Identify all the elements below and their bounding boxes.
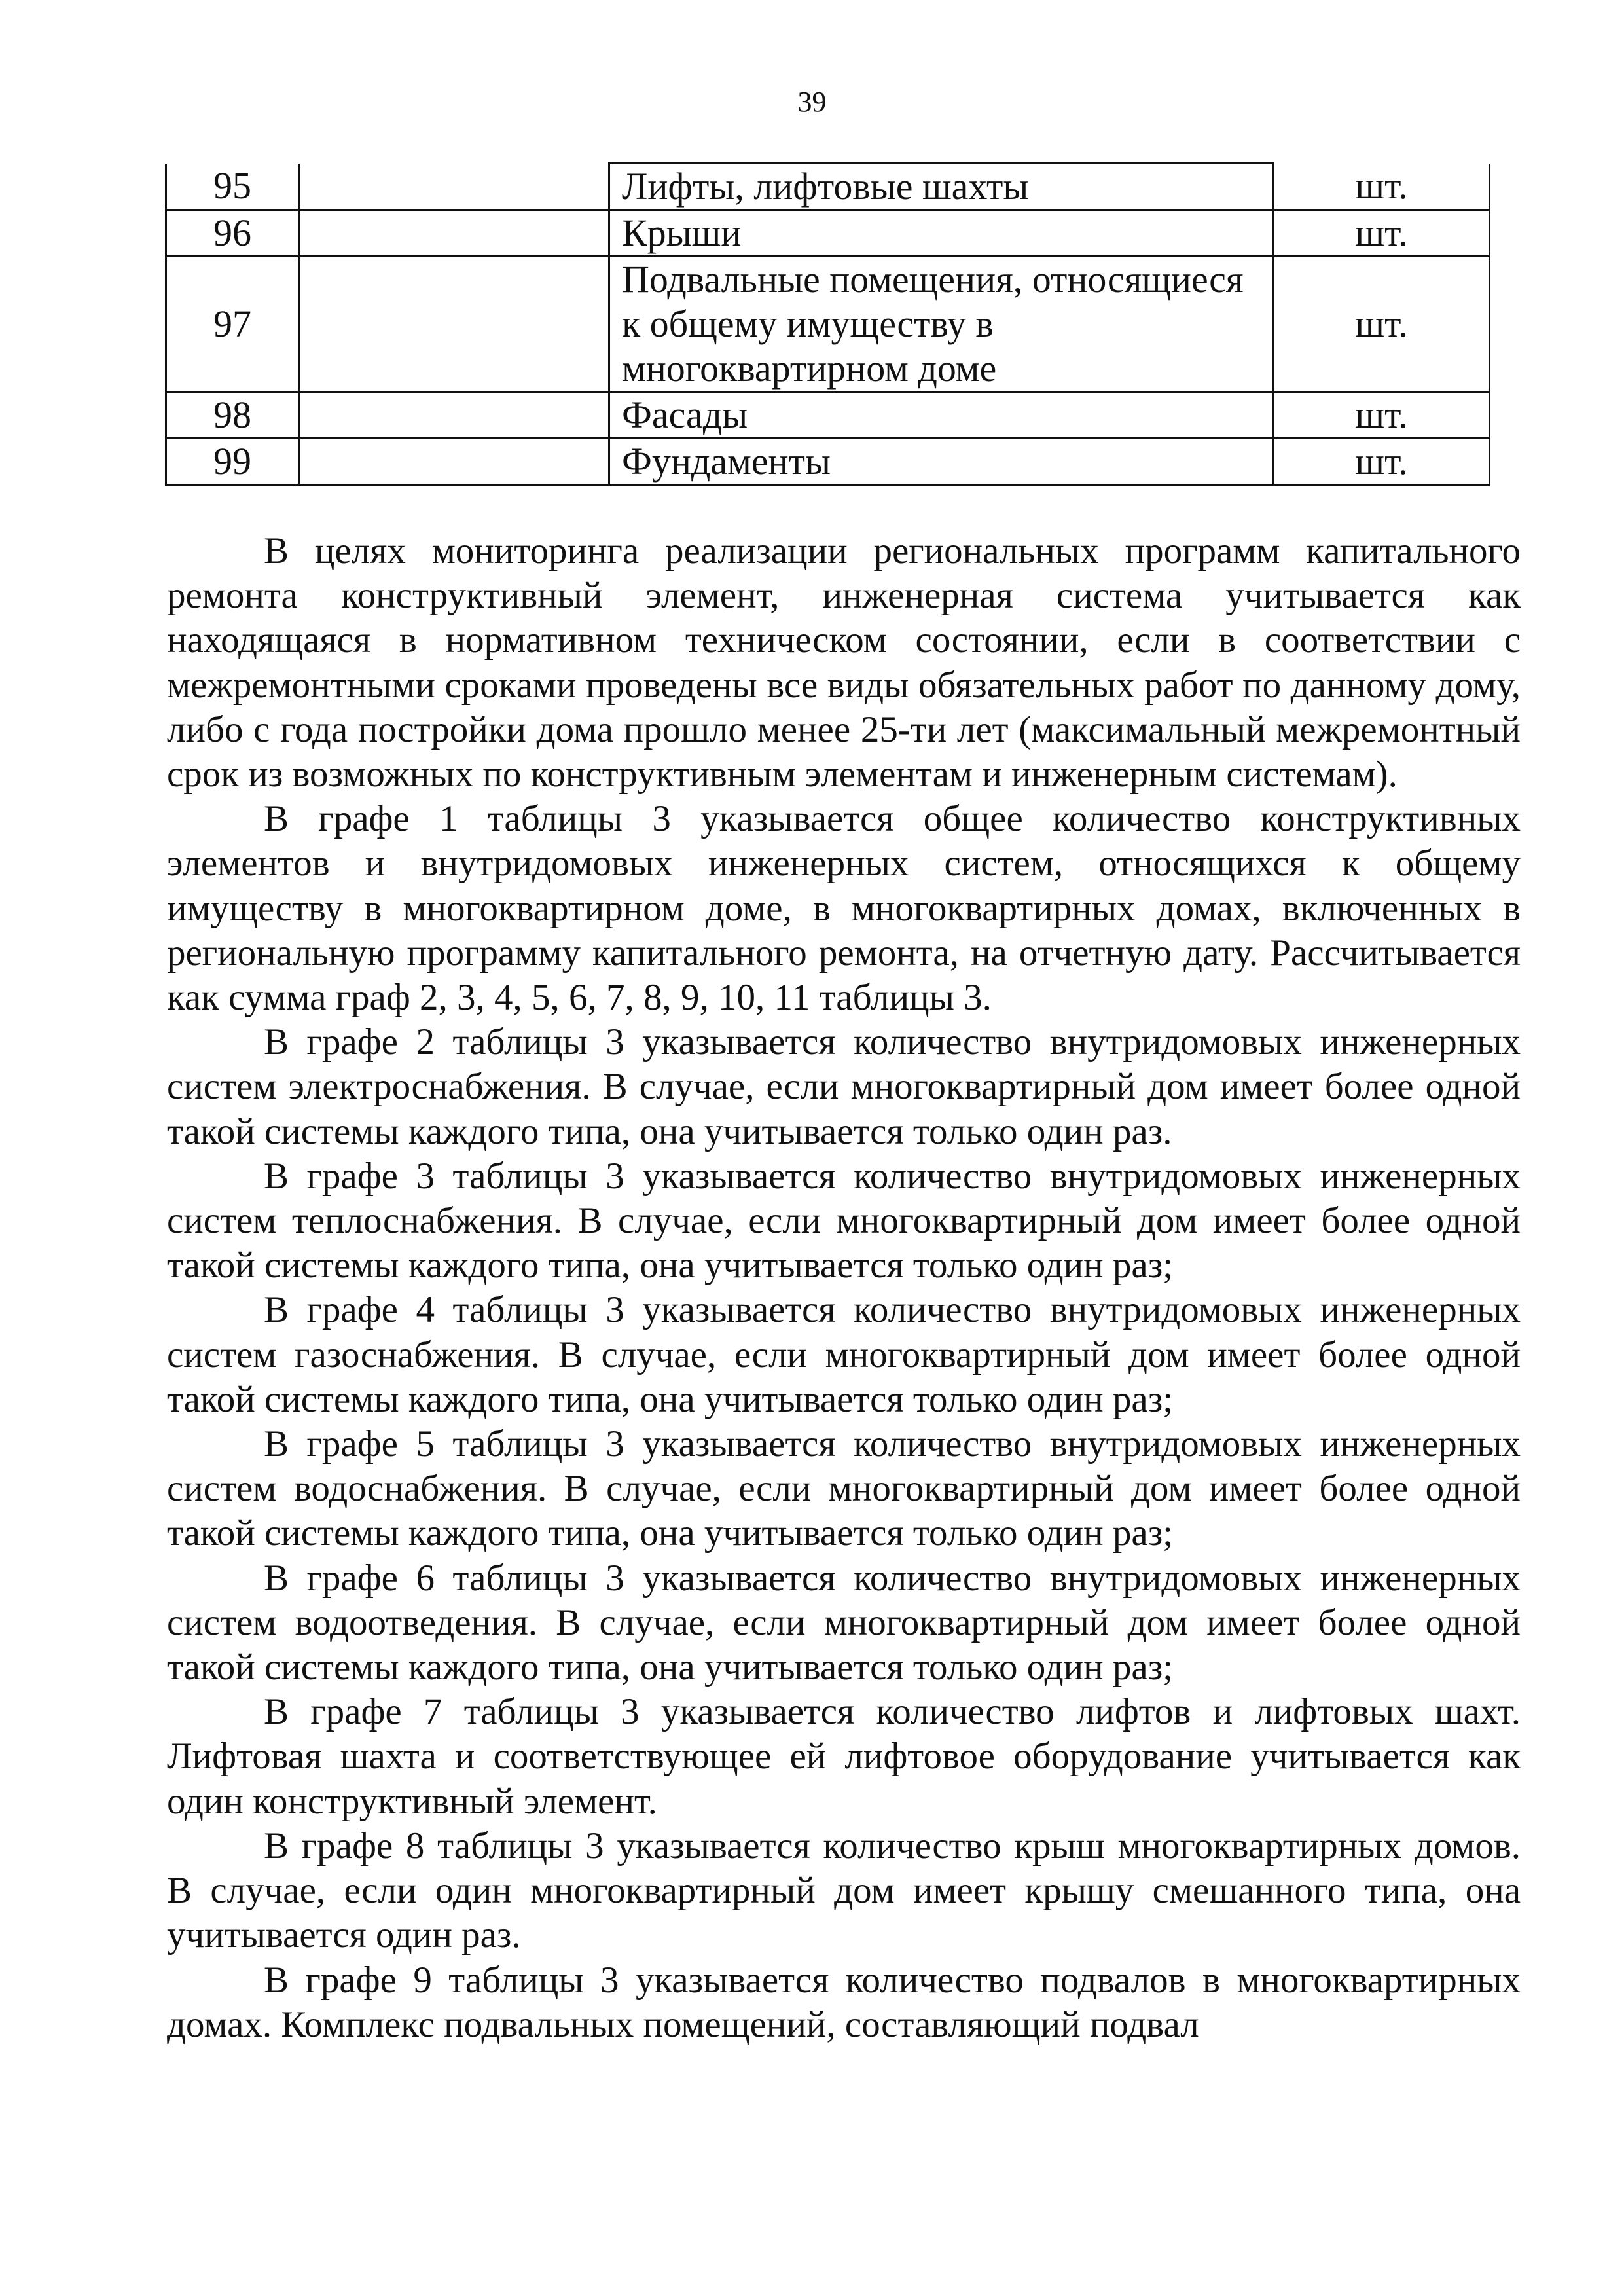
paragraph: В графе 3 таблицы 3 указывается количество внутридомовых инженерных систем теплоснабжения. В случае, если многоквартирный дом имеет более одной такой системы каждого типа, она учитывается только один раз; [167, 1155, 1521, 1286]
row-unit: шт. [1274, 210, 1490, 257]
page-number: 39 [797, 86, 827, 118]
empty-cell [299, 257, 609, 392]
items-table [165, 162, 1490, 486]
paragraph: В графе 1 таблицы 3 указывается общее количество конструктивных элементов и внутридомовых инженерных систем, относящихся к общему имуществу в многоквартирном доме, в многоквартирных домах, включенных в региональную программу капитального ремонта, на отчетную дату. Рассчитывается как сумма граф 2, 3, 4, 5, 6, 7, 8, 9, 10, 11 таблицы 3. [167, 798, 1521, 1019]
row-number: 98 [166, 392, 299, 439]
paragraph: В графе 9 таблицы 3 указывается количество подвалов в многоквартирных домах. Комплекс подвальных помещений, составляющий подвал [167, 1959, 1521, 2045]
row-unit: шт. [1274, 257, 1490, 392]
row-unit: шт. [1274, 392, 1490, 439]
empty-cell [299, 164, 609, 210]
table-row [166, 257, 1490, 392]
paragraph: В графе 7 таблицы 3 указывается количество лифтов и лифтовых шахт. Лифтовая шахта и соответствующее ей лифтовое оборудование учитывается как один конструктивный элемент. [167, 1691, 1521, 1822]
paragraph: В графе 6 таблицы 3 указывается количество внутридомовых инженерных систем водоотведения. В случае, если многоквартирный дом имеет более одной такой системы каждого типа, она учитывается только один раз; [167, 1557, 1521, 1688]
row-unit: шт. [1274, 164, 1490, 210]
table-row [166, 210, 1490, 257]
row-name: Подвальные помещения, относящиеся к общему имуществу в многоквартирном доме [609, 257, 1274, 392]
row-name: Фундаменты [609, 439, 1274, 485]
row-name: Лифты, лифтовые шахты [609, 164, 1274, 210]
row-number: 95 [166, 164, 299, 210]
row-name: Фасады [609, 392, 1274, 439]
row-number: 96 [166, 210, 299, 257]
table-row [166, 392, 1490, 439]
empty-cell [299, 392, 609, 439]
paragraph: В графе 5 таблицы 3 указывается количество внутридомовых инженерных систем водоснабжения. В случае, если многоквартирный дом имеет более одной такой системы каждого типа, она учитывается только один раз; [167, 1423, 1521, 1554]
empty-cell [299, 210, 609, 257]
empty-cell [299, 439, 609, 485]
paragraph: В целях мониторинга реализации региональных программ капитального ремонта конструктивный элемент, инженерная система учитывается как находящаяся в нормативном техническом состоянии, если в соответствии с межремонтными сроками проведены все виды обязательных работ по данному дому, либо с года постройки дома прошло менее 25-ти лет (максимальный межремонтный срок из возможных по конструктивным элементам и инженерным системам). [167, 530, 1521, 795]
paragraph: В графе 2 таблицы 3 указывается количество внутридомовых инженерных систем электроснабжения. В случае, если многоквартирный дом имеет более одной такой системы каждого типа, она учитывается только один раз. [167, 1021, 1521, 1152]
paragraph: В графе 8 таблицы 3 указывается количество крыш многоквартирных домов. В случае, если один многоквартирный дом имеет крышу смешанного типа, она учитывается один раз. [167, 1825, 1521, 1956]
paragraph: В графе 4 таблицы 3 указывается количество внутридомовых инженерных систем газоснабжения. В случае, если многоквартирный дом имеет более одной такой системы каждого типа, она учитывается только один раз; [167, 1289, 1521, 1420]
row-name: Крыши [609, 210, 1274, 257]
table-row [166, 164, 1490, 210]
row-unit: шт. [1274, 439, 1490, 485]
row-number: 97 [166, 257, 299, 392]
table-row [166, 439, 1490, 485]
row-number: 99 [166, 439, 299, 485]
body-text [167, 529, 1521, 2047]
